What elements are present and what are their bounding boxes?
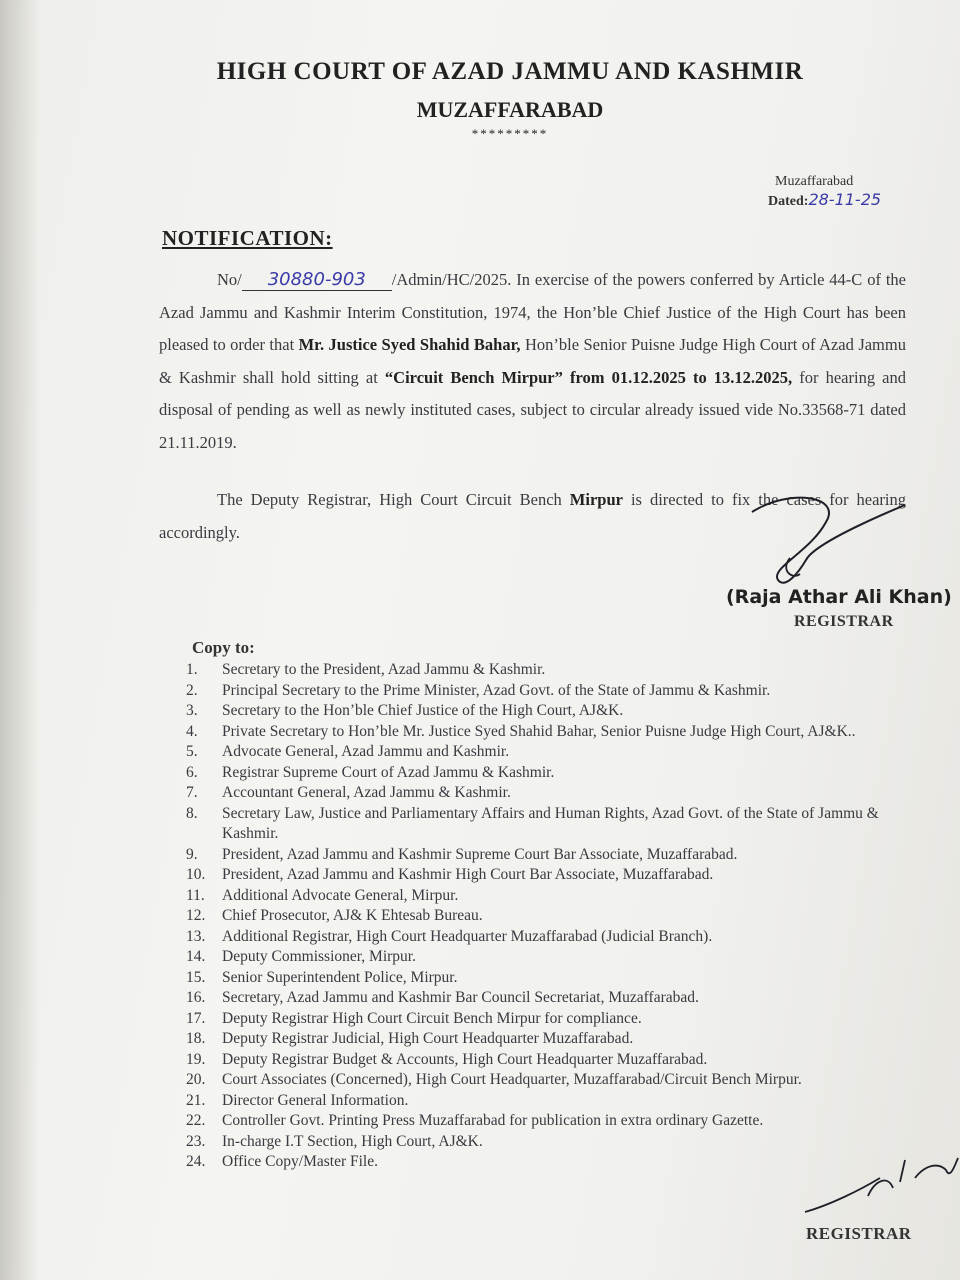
copy-to-item-text: Director General Information. [222,1091,409,1109]
copy-to-item [186,1070,926,1091]
copy-to-item-text: Deputy Registrar Budget & Accounts, High Court Headquarter Muzaffarabad. [222,1050,708,1068]
copy-to-item-number: 22. [186,1112,206,1129]
page-edge-shadow [0,0,40,1280]
copy-to-item [186,1029,926,1050]
copy-to-item [186,701,926,722]
copy-to-item [186,1050,926,1071]
copy-to-item [186,1132,926,1153]
copy-to-item [186,927,926,948]
copy-to-item-number: 6. [186,763,198,781]
copy-to-item-number: 5. [186,743,198,760]
copy-to-item [186,742,926,763]
notification-no-prefix: No/ [217,270,242,289]
paragraph-2-text-c: is directed to fix the cases for hearing accordingly. [159,490,906,542]
copy-to-item-number: 16. [186,989,206,1006]
copy-to-item-text: Deputy Commissioner, Mirpur. [222,948,416,965]
copy-to-item-text: Senior Superintendent Police, Mirpur. [222,968,458,986]
copy-to-item-number: 7. [186,784,198,801]
copy-to-item-number: 13. [186,927,206,945]
bench-location: Mirpur [569,490,623,509]
signatory-name: (Raja Athar Ali Khan) [726,586,952,608]
copy-to-heading: Copy to: [192,638,255,657]
copy-to-item-number: 19. [186,1050,206,1068]
sitting-dates: “Circuit Bench Mirpur” from 01.12.2025 to 13.12.2025, [384,367,793,387]
copy-to-item-number: 10. [186,866,206,883]
copy-to-item [186,906,926,927]
date-place: Muzaffarabad [775,174,854,189]
copy-to-item [186,722,926,743]
copy-to-item [186,886,926,907]
copy-to-item-number: 8. [186,804,198,822]
copy-to-item-text: Office Copy/Master File. [222,1153,378,1170]
copy-to-item-number: 9. [186,845,198,863]
copy-to-item-number: 20. [186,1071,206,1088]
notification-heading: NOTIFICATION: [162,226,333,250]
court-title: HIGH COURT OF AZAD JAMMU AND KASHMIR [216,58,804,85]
notification-paragraph-1 [159,264,906,459]
copy-to-item-number: 21. [186,1091,206,1109]
copy-to-item-text: Advocate General, Azad Jammu and Kashmir. [222,743,510,760]
copy-to-item [186,968,926,989]
copy-to-item-number: 1. [186,661,198,678]
copy-to-item-text: Chief Prosecutor, AJ& K Ehtesab Bureau. [222,907,483,924]
date-label: Dated: [768,194,809,209]
paragraph-1-text-e: for hearing and disposal of pending as well as newly instituted cases, subject to circular already issued vide No.33568-71 dated 21.11.2019. [159,367,907,452]
copy-to-item-number: 17. [186,1009,206,1027]
copy-to-item-number: 23. [186,1132,206,1150]
copy-to-item-number: 12. [186,907,206,924]
copy-to-item-text: Secretary, Azad Jammu and Kashmir Bar Council Secretariat, Muzaffarabad. [222,989,699,1006]
copy-to-item [186,845,926,866]
copy-to-item [186,1152,926,1173]
copy-to-item-text: Registrar Supreme Court of Azad Jammu & Kashmir. [222,763,555,781]
copy-to-item [186,804,926,845]
copy-to-list [186,660,926,1173]
copy-to-item-text: Secretary to the President, Azad Jammu & Kashmir. [222,661,546,678]
copy-to-item [186,660,926,681]
date-line [768,190,881,210]
copy-to-item-text: Controller Govt. Printing Press Muzaffarabad for publication in extra ordinary Gazette. [222,1112,764,1129]
copy-to-item-text: Additional Advocate General, Mirpur. [222,886,459,904]
judge-name: Mr. Justice Syed Shahid Bahar, [298,335,521,354]
copy-to-item-text: Deputy Registrar Judicial, High Court Headquarter Muzaffarabad. [222,1030,634,1047]
notification-number: 30880-903 [267,269,366,290]
copy-to-item [186,1091,926,1112]
copy-to-item-text: President, Azad Jammu and Kashmir High Court Bar Associate, Muzaffarabad. [222,866,714,883]
copy-to-item [186,1111,926,1132]
copy-to-item-text: President, Azad Jammu and Kashmir Supreme Court Bar Associate, Muzaffarabad. [222,845,738,863]
notification-paragraph-2 [159,484,906,549]
copy-to-item [186,1009,926,1030]
copy-to-item [186,865,926,886]
copy-to-item-number: 4. [186,722,198,740]
copy-to-item-number: 3. [186,702,198,719]
copy-to-item-number: 14. [186,948,206,965]
notification-number-field [242,270,392,291]
header-stars: ********* [471,126,549,141]
copy-to-item [186,988,926,1009]
copy-to-item-text: Secretary to the Hon’ble Chief Justice of the High Court, AJ&K. [222,702,624,719]
copy-to-item-text: Principal Secretary to the Prime Minister, Azad Govt. of the State of Jammu & Kashmir. [222,681,771,699]
copy-to-item-number: 15. [186,968,206,986]
copy-to-item-text: Deputy Registrar High Court Circuit Bench Mirpur for compliance. [222,1009,642,1027]
copy-to-item-text: Private Secretary to Hon’ble Mr. Justice Syed Shahid Bahar, Senior Puisne Judge High Court, AJ&K.. [222,722,856,740]
copy-to-item [186,947,926,968]
registrar-signature-loop [786,558,800,576]
copy-to-item-number: 24. [186,1153,206,1170]
copy-to-item-text: Court Associates (Concerned), High Court Headquarter, Muzaffarabad/Circuit Bench Mirpur. [222,1071,802,1088]
court-city: MUZAFFARABAD [416,97,604,122]
paragraph-2-text-a: The Deputy Registrar, High Court Circuit Bench [217,490,570,509]
copy-to-item-text: In-charge I.T Section, High Court, AJ&K. [222,1132,483,1150]
paragraph-1-text-a: /Admin/HC/2025. In exercise of the powers conferred by Article 44-C of the Azad Jammu and Kashmir Interim Constitution, 1974, the Hon’ble Chief Justice of the High Court has been pleased to order that [159,270,906,354]
copy-to-item [186,681,926,702]
copy-to-item [186,763,926,784]
copy-to-item-number: 2. [186,681,198,699]
date-value: 28-11-25 [808,190,882,209]
copy-to-item-number: 11. [186,886,205,904]
copy-to-item-number: 18. [186,1030,206,1047]
signatory-title: REGISTRAR [794,613,894,630]
paragraph-1-text-c: Hon’ble Senior Puisne Judge High Court of Azad Jammu & Kashmir shall hold sitting at [159,335,906,387]
copy-to-item [186,783,926,804]
copy-to-item-text: Secretary Law, Justice and Parliamentary Affairs and Human Rights, Azad Govt. of the State of Jammu & Kashmir. [222,804,879,842]
copy-to-item-text: Additional Registrar, High Court Headquarter Muzaffarabad (Judicial Branch). [222,927,713,945]
footer-registrar: REGISTRAR [806,1224,912,1243]
copy-to-item-text: Accountant General, Azad Jammu & Kashmir. [222,784,511,801]
